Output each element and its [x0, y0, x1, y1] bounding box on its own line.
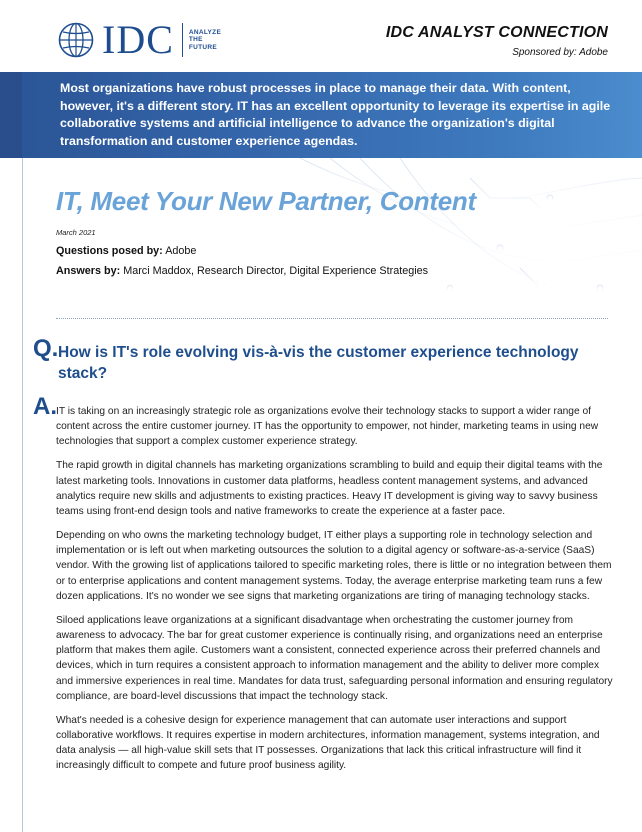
questions-posed-value: Adobe — [165, 245, 197, 257]
document-header — [0, 0, 642, 72]
summary-text: Most organizations have robust processes in place to manage their data. With content, however, it's a different story. IT has an excellent opportunity to leverage its expertise in agile collaborative systems and artificial intelligence to advance the organization's digital transformation and customer experience agendas. — [60, 81, 611, 148]
sponsor-line: Sponsored by: Adobe — [512, 47, 608, 58]
answers-by — [56, 265, 428, 277]
answer-paragraph: Depending on who owns the marketing technology budget, IT either plays a supporting role in technology selection and implementation or is left out when marketing outsources the solution to a digital agency or software-as-a-service (SaaS) vendor. With the growing list of applications tailored to specific marketing roles, there is little or no integration between them or to enterprise applications and content management systems. Today, the average enterprise marketing team runs a few dozen applications. It's no wonder we see signs that marketing organizations are tiring of managing technology stacks. — [56, 530, 612, 602]
answer-paragraph: The rapid growth in digital channels has marketing organizations scrambling to build and equip their digital teams with the latest marketing tools. Innovations in customer data platforms, headless content management systems, and advanced analytics require new skills and adjustments to existing practices. Heavy IT development is giving way to savvy business teams using front-end design tools and native frameworks to create the experience at a faster pace. — [56, 460, 603, 518]
answers-by-value: Marci Maddox, Research Director, Digital Experience Strategies — [123, 265, 429, 277]
answers-by-label: Answers by: — [56, 265, 121, 277]
globe-icon — [58, 22, 94, 58]
questions-posed-label: Questions posed by: — [56, 245, 163, 257]
question-marker: Q. — [33, 335, 59, 362]
summary-banner — [0, 72, 642, 158]
document-type-title: IDC ANALYST CONNECTION — [385, 24, 608, 41]
logo-wordmark: IDC — [102, 17, 174, 62]
questions-posed-by — [56, 245, 196, 257]
answer-body — [56, 404, 616, 782]
publication-date: March 2021 — [56, 228, 96, 237]
logo-divider — [182, 23, 183, 57]
idc-logo — [58, 17, 222, 62]
answer-paragraph: IT is taking on an increasingly strategic role as organizations evolve their technology stacks to support a wider range of content across the entire customer journey. IT has the opportunity to empower, not hinder, marketing teams in using new technologies that support a complex customer experience strategy. — [56, 406, 599, 448]
left-margin-rule — [22, 158, 23, 832]
question-text: How is IT's role evolving vis-à-vis the customer experience technology stack? — [58, 344, 579, 382]
document-title: IT, Meet Your New Partner, Content — [56, 186, 476, 216]
logo-tagline: ANALYZE THE FUTURE — [188, 28, 222, 51]
answer-marker: A. — [33, 393, 57, 420]
banner-edge — [0, 72, 22, 158]
answer-paragraph: What's needed is a cohesive design for experience management that can automate user interactions and support collaborative workflows. It requires expertise in modern architectures, information management, systems integration, and data analysis — all high-value skill sets that IT possesses. Organizations that lack this critical infrastructure will find it increasingly difficult to compete and future proof business agility. — [56, 714, 600, 772]
section-divider — [56, 318, 608, 319]
answer-paragraph: Siloed applications leave organizations at a significant disadvantage when orchestrating the customer journey from awareness to advocacy. The bar for great customer experience is continually rising, and organizations need an enterprise platform that makes them agile. Customers want a consistent, connected experience across their preferred channels and devices, which in turn requires a consistent approach to information management and the ability to deliver more complex and immersive experiences in real time. Mandates for data trust, safeguarding personal information and ensuring regulatory compliance, are board-level discussions that impact the technology stack. — [56, 614, 613, 702]
